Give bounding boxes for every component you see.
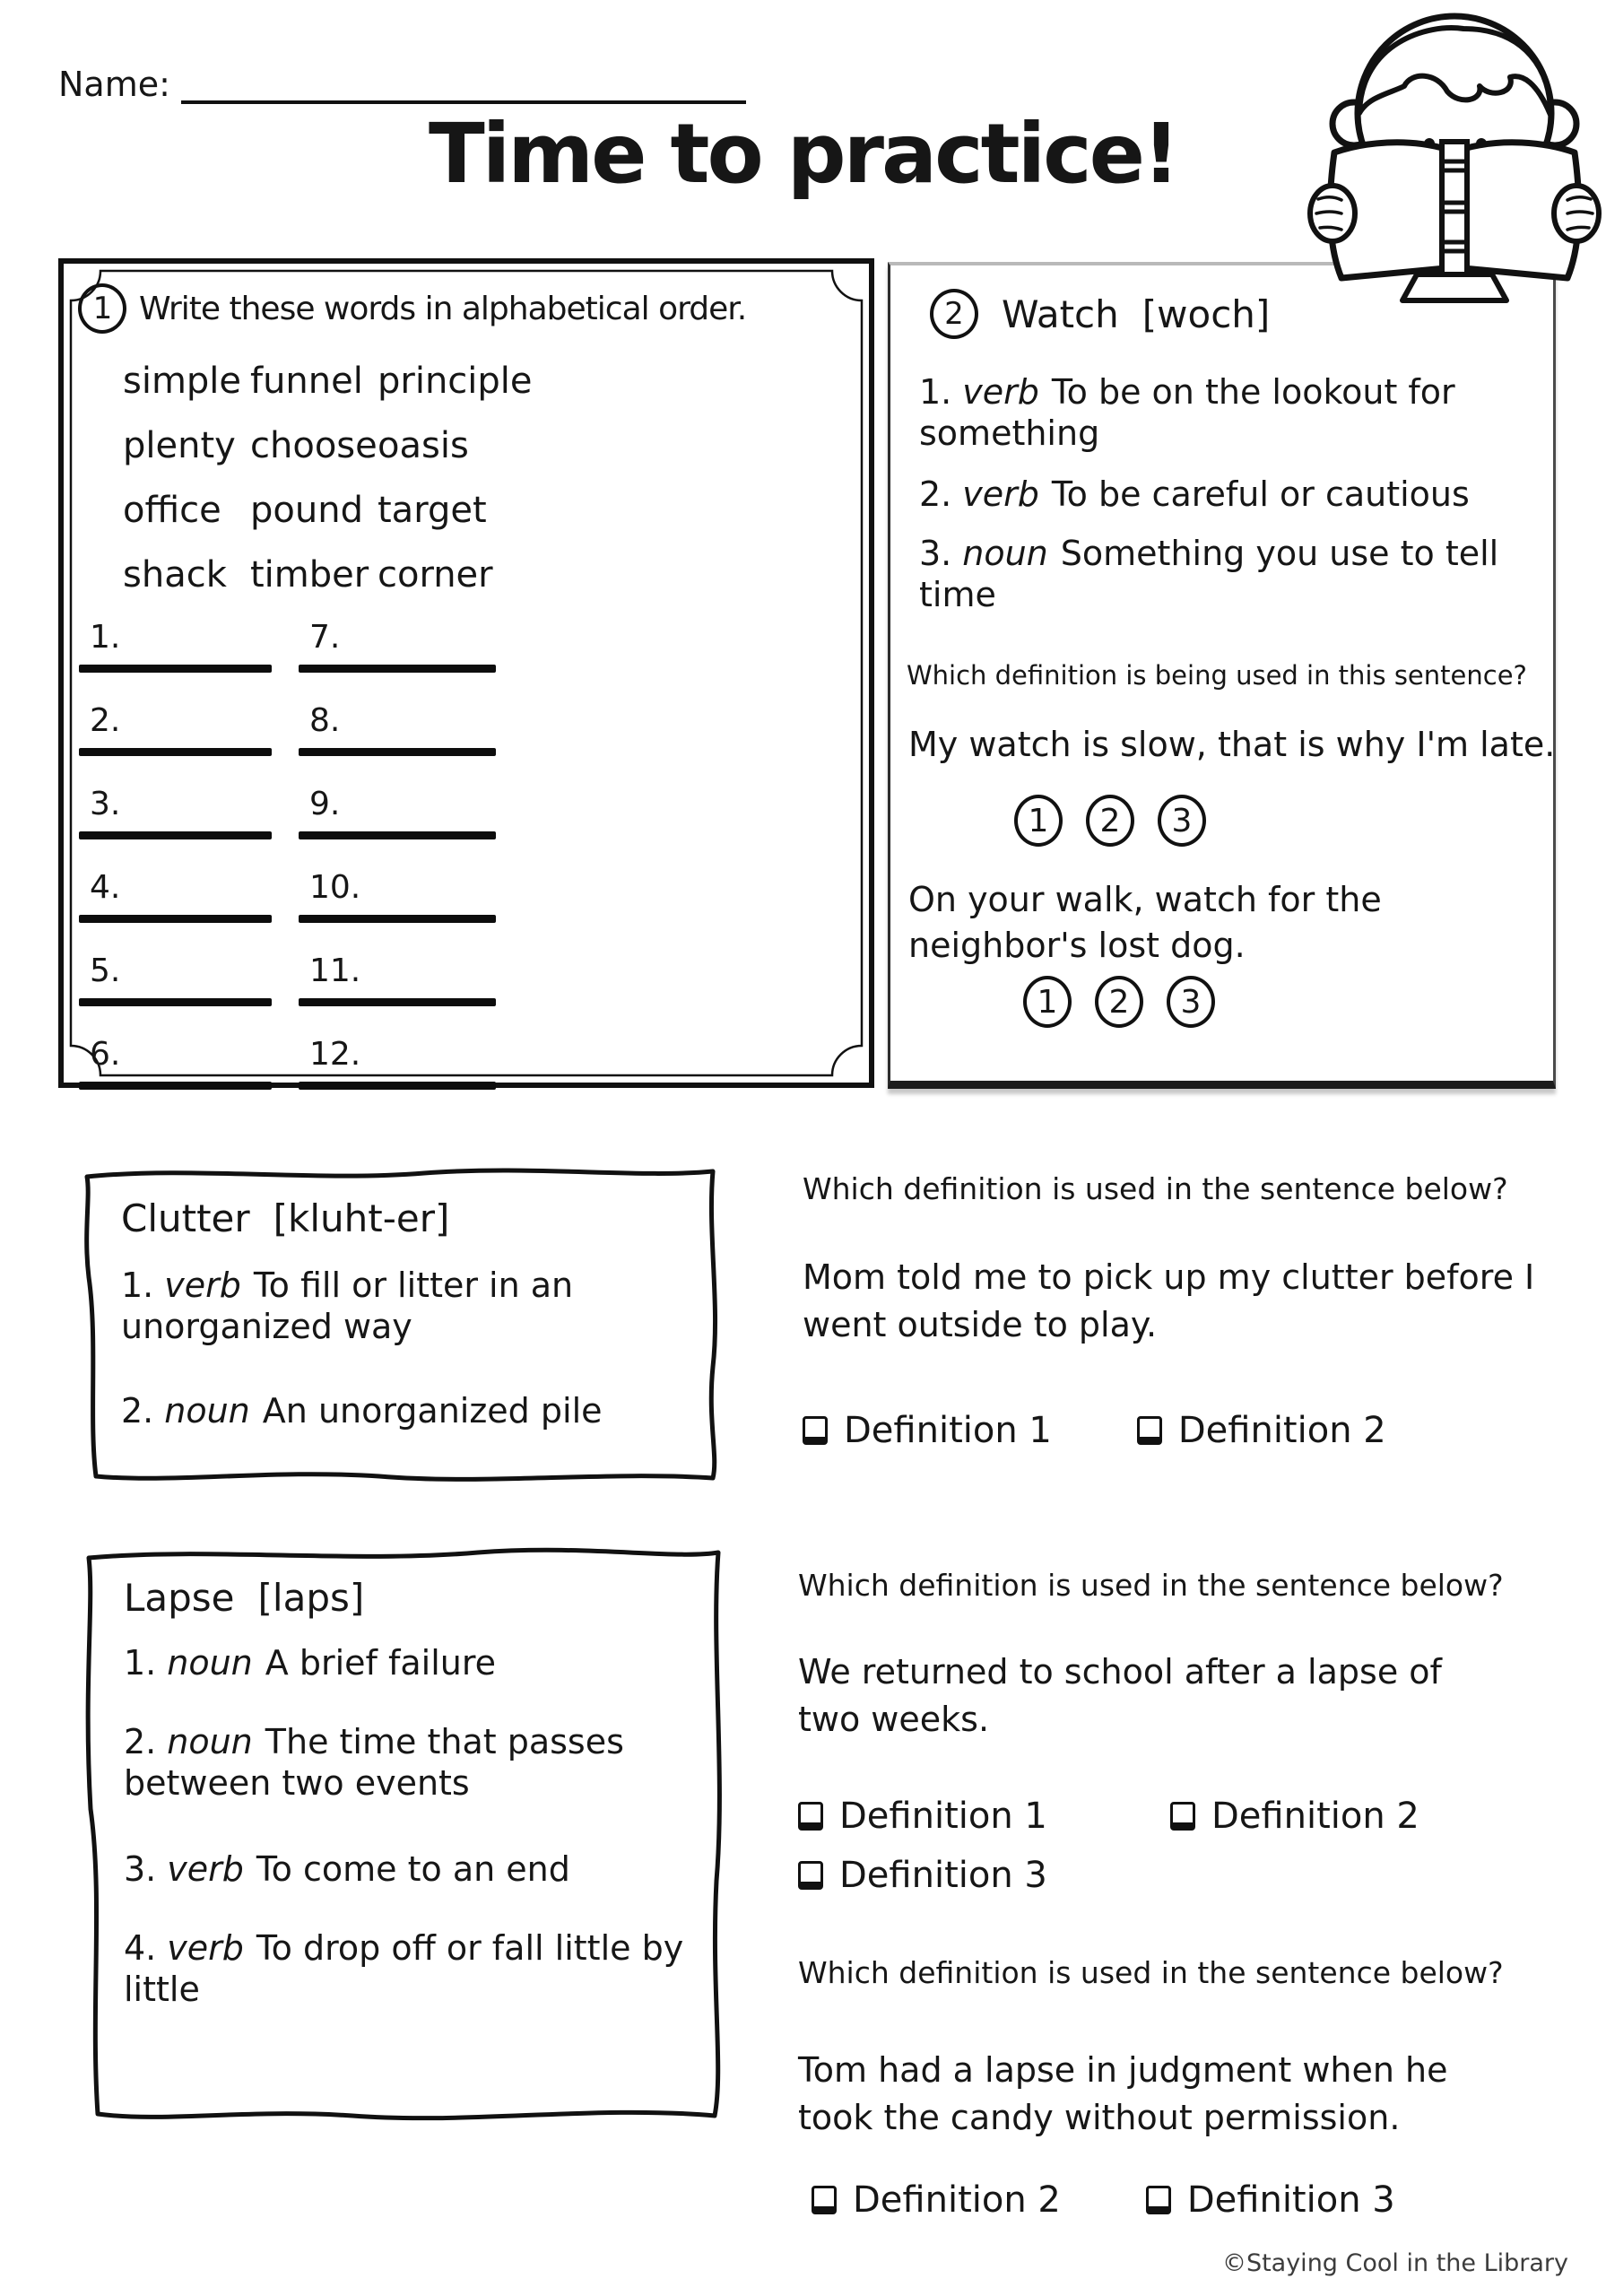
write-line[interactable]: [299, 1082, 496, 1090]
word-item: corner: [378, 554, 493, 596]
word-item: plenty: [123, 425, 236, 466]
choice-3-icon[interactable]: 3: [1158, 795, 1206, 847]
lapse-definition-2: 2. noun The time that passes between two events: [124, 1722, 624, 1804]
word-item: oasis: [378, 425, 469, 466]
clutter-question: Which definition is used in the sentence below?: [803, 1171, 1508, 1206]
answer-blank-7: 7.: [299, 619, 518, 702]
clutter-definition-2: 2. noun An unorganized pile: [121, 1391, 603, 1431]
definition-option[interactable]: [1170, 1796, 1457, 1837]
write-line[interactable]: [299, 748, 496, 756]
word-item: choose: [250, 425, 378, 466]
choice-2-icon[interactable]: 2: [1095, 976, 1143, 1028]
word-item: principle: [378, 361, 533, 402]
definition-option[interactable]: [1137, 1410, 1386, 1451]
answer-blank-5: 5.: [79, 952, 299, 1036]
watch-definition-3: 3. noun Something you use to tell time: [919, 534, 1499, 615]
word-bank: [123, 361, 533, 596]
choice-1-icon[interactable]: 1: [1014, 795, 1063, 847]
word-item: shack: [123, 554, 227, 596]
write-line[interactable]: [299, 665, 496, 673]
checkbox-icon[interactable]: [1137, 1416, 1162, 1445]
write-line[interactable]: [79, 665, 272, 673]
word-item: simple: [123, 361, 242, 402]
write-line[interactable]: [79, 1082, 272, 1090]
definition-option[interactable]: [1146, 2179, 1395, 2221]
lapse-definition-4: 4. verb To drop off or fall little by little: [124, 1928, 684, 2010]
section1-heading: Write these words in alphabetical order.: [139, 290, 747, 327]
section1-heading-row: [78, 283, 746, 334]
clutter-pronunciation: [kluht-er]: [273, 1196, 450, 1240]
section-alphabetical-order: [58, 258, 874, 1088]
write-line[interactable]: [299, 998, 496, 1006]
option-label: Definition 2: [1211, 1796, 1419, 1837]
lapse-definition-card: [65, 1540, 742, 2135]
answer-blank-8: 8.: [299, 702, 518, 786]
watch-pronunciation: [woch]: [1142, 291, 1271, 336]
answer-blank-10: 10.: [299, 869, 518, 952]
write-line[interactable]: [299, 915, 496, 923]
name-blank-line[interactable]: [181, 70, 746, 104]
lapse-definition-3: 3. verb To come to an end: [124, 1849, 570, 1889]
lapse-heading-row: [124, 1576, 364, 1620]
answer-blank-12: 12.: [299, 1036, 518, 1119]
hand-drawn-border: [65, 1540, 742, 2135]
section2-number-badge: 2: [930, 289, 978, 339]
lapse-question-1: Which definition is used in the sentence below?: [798, 1568, 1504, 1603]
write-line[interactable]: [79, 915, 272, 923]
watch-heading-row: [930, 289, 1270, 339]
option-label: Definition 1: [839, 1796, 1047, 1837]
watch-sentence-2: On your walk, watch for the neighbor's lost dog.: [908, 880, 1382, 966]
choice-1-icon[interactable]: 1: [1023, 976, 1072, 1028]
option-label: Definition 3: [839, 1855, 1047, 1896]
word-item: timber: [250, 554, 369, 596]
choice-3-icon[interactable]: 3: [1167, 976, 1215, 1028]
write-line[interactable]: [79, 831, 272, 839]
word-item: pound: [250, 490, 363, 531]
clutter-word: Clutter: [121, 1196, 250, 1240]
checkbox-icon[interactable]: [1146, 2186, 1171, 2214]
write-line[interactable]: [79, 748, 272, 756]
definition-option[interactable]: [812, 2179, 1061, 2221]
watch-sentence-1: My watch is slow, that is why I'm late.: [908, 725, 1556, 764]
word-item: office: [123, 490, 221, 531]
lapse-sentence-1: We returned to school after a lapse of two weeks.: [798, 1652, 1442, 1740]
watch-word: Watch: [1002, 291, 1119, 336]
checkbox-icon[interactable]: [798, 1861, 823, 1890]
write-line[interactable]: [299, 831, 496, 839]
copyright-credit: ©Staying Cool in the Library: [1221, 2249, 1568, 2277]
definition-option[interactable]: [803, 1410, 1052, 1451]
definition-option[interactable]: [798, 1796, 1085, 1837]
lapse-pronunciation: [laps]: [257, 1576, 365, 1620]
checkbox-icon[interactable]: [812, 2186, 837, 2214]
watch-definition-2: 2. verb To be careful or cautious: [919, 474, 1470, 514]
answer-blank-1: 1.: [79, 619, 299, 702]
clutter-sentence: Mom told me to pick up my clutter before I went outside to play.: [803, 1257, 1535, 1345]
word-item: funnel: [250, 361, 363, 402]
checkbox-icon[interactable]: [798, 1802, 823, 1831]
answer-blank-6: 6.: [79, 1036, 299, 1119]
answer-blank-11: 11.: [299, 952, 518, 1036]
lapse-options-2: [812, 2179, 1395, 2221]
clutter-heading-row: [121, 1196, 449, 1240]
checkbox-icon[interactable]: [1170, 1802, 1195, 1831]
option-label: Definition 2: [853, 2179, 1061, 2221]
clutter-definition-1: 1. verb To fill or litter in an unorganized way: [121, 1265, 574, 1347]
answer-blank-9: 9.: [299, 786, 518, 869]
option-label: Definition 2: [1177, 1410, 1386, 1451]
section-watch: [888, 262, 1556, 1089]
answer-blank-2: 2.: [79, 702, 299, 786]
clutter-definition-card: [65, 1161, 734, 1494]
page-title: Time to practice!: [428, 106, 1178, 202]
answer-blanks-left: [79, 619, 299, 1119]
lapse-options-1: [798, 1796, 1462, 1896]
lapse-word: Lapse: [124, 1576, 235, 1620]
choice-2-icon[interactable]: 2: [1086, 795, 1134, 847]
lapse-definition-1: 1. noun A brief failure: [124, 1643, 497, 1683]
option-label: Definition 3: [1186, 2179, 1395, 2221]
answer-blanks-right: [299, 619, 518, 1119]
answer-blank-3: 3.: [79, 786, 299, 869]
boy-reading-icon: [1302, 7, 1606, 303]
watch-choices-1: [1014, 795, 1206, 847]
write-line[interactable]: [79, 998, 272, 1006]
clutter-options: [803, 1410, 1386, 1451]
lapse-sentence-2: Tom had a lapse in judgment when he took the candy without permission.: [798, 2050, 1448, 2138]
watch-question: Which definition is being used in this sentence?: [907, 660, 1527, 691]
watch-definition-1: 1. verb To be on the lookout for something: [919, 372, 1455, 454]
section1-number-badge: 1: [78, 283, 126, 334]
word-item: target: [378, 490, 487, 531]
option-label: Definition 1: [844, 1410, 1052, 1451]
checkbox-icon[interactable]: [803, 1416, 828, 1445]
definition-option[interactable]: [798, 1855, 1085, 1896]
name-row: [58, 65, 746, 104]
answer-blank-4: 4.: [79, 869, 299, 952]
name-label: Name:: [58, 65, 170, 104]
lapse-question-2: Which definition is used in the sentence below?: [798, 1955, 1504, 1990]
watch-choices-2: [1023, 976, 1215, 1028]
